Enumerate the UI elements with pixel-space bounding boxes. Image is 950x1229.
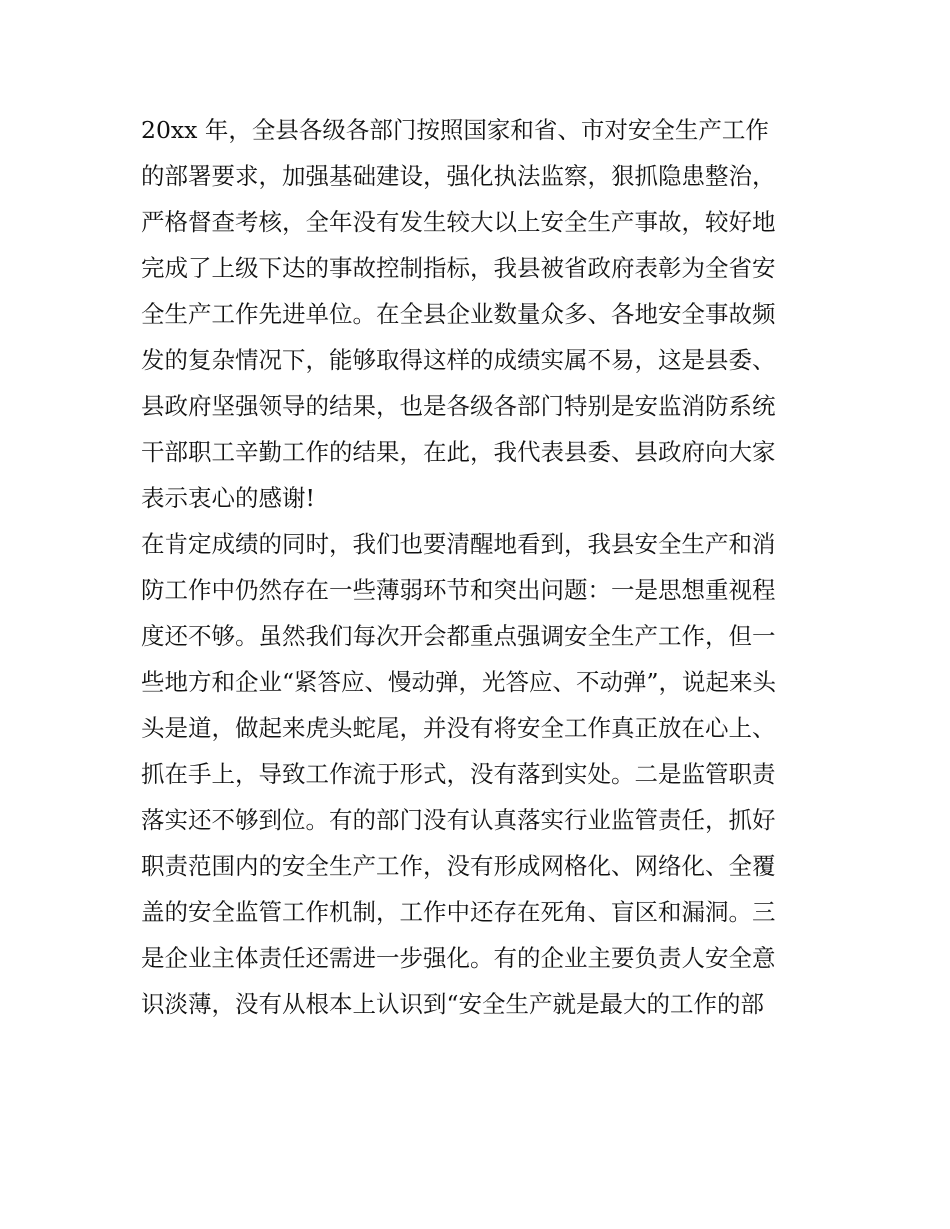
text-line: 盖的安全监管工作机制，工作中还存在死角、盲区和漏洞。三 (141, 898, 776, 926)
text-line: 在肯定成绩的同时，我们也要清醒地看到，我县安全生产和消 (141, 530, 776, 558)
text-line: 是企业主体责任还需进一步强化。有的企业主要负责人安全意 (141, 944, 776, 972)
text-line: 职责范围内的安全生产工作，没有形成网格化、网络化、全覆 (141, 852, 776, 880)
text-line: 全生产工作先进单位。在全县企业数量众多、各地安全事故频 (141, 300, 776, 328)
text-line: 表示衷心的感谢! (141, 484, 315, 512)
text-line: 防工作中仍然存在一些薄弱环节和突出问题：一是思想重视程 (141, 576, 776, 604)
text-line: 些地方和企业“紧答应、慢动弹，光答应、不动弹”，说起来头 (141, 668, 777, 696)
text-line: 头是道，做起来虎头蛇尾，并没有将安全工作真正放在心上、 (141, 714, 776, 742)
text-line: 完成了上级下达的事故控制指标，我县被省政府表彰为全省安 (141, 254, 776, 282)
paragraph-achievements (141, 108, 811, 521)
text-line: 识淡薄，没有从根本上认识到“安全生产就是最大的工作的部 (141, 990, 765, 1018)
text-line: 落实还不够到位。有的部门没有认真落实行业监管责任，抓好 (141, 806, 776, 834)
text-line: 发的复杂情况下，能够取得这样的成绩实属不易，这是县委、 (141, 346, 776, 374)
text-line: 的部署要求，加强基础建设，强化执法监察，狠抓隐患整治， (141, 162, 776, 190)
paragraph-problems (141, 522, 811, 1027)
text-line: 抓在手上，导致工作流于形式，没有落到实处。二是监管职责 (141, 760, 776, 788)
text-line: 县政府坚强领导的结果，也是各级各部门特别是安监消防系统 (141, 392, 776, 420)
text-line: 20xx 年，全县各级各部门按照国家和省、市对安全生产工作 (141, 116, 769, 144)
text-line: 度还不够。虽然我们每次开会都重点强调安全生产工作，但一 (141, 622, 776, 650)
document-body (141, 108, 811, 1028)
text-line: 严格督查考核，全年没有发生较大以上安全生产事故，较好地 (141, 208, 776, 236)
text-line: 干部职工辛勤工作的结果，在此，我代表县委、县政府向大家 (141, 438, 776, 466)
